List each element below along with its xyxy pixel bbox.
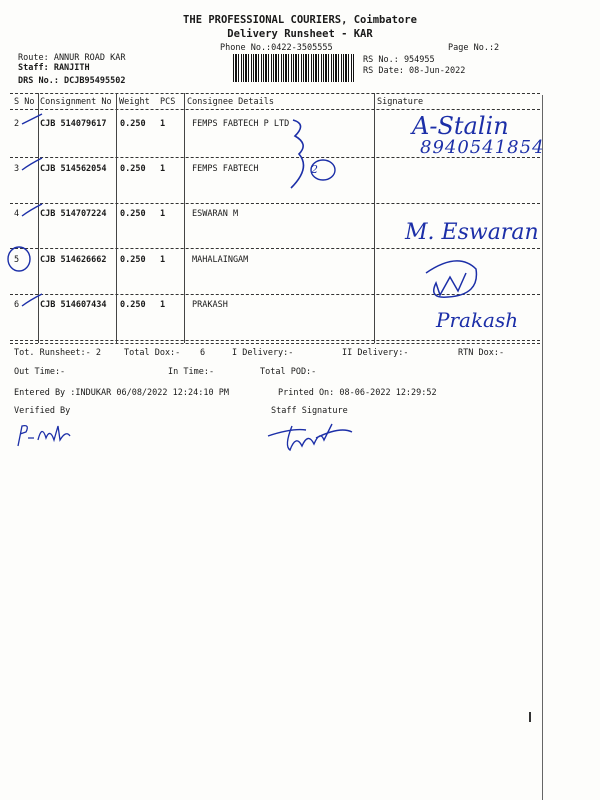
- table-row-pcs: 1: [160, 255, 166, 265]
- table-row-consignment: CJB 514626662: [40, 255, 107, 265]
- printed-on: Printed On: 08-06-2022 12:29:52: [278, 388, 437, 398]
- divider: [10, 93, 540, 94]
- table-row-consignment: CJB 514607434: [40, 300, 107, 310]
- divider: [10, 203, 540, 204]
- divider: [10, 248, 540, 249]
- table-row-sno: 6: [14, 300, 20, 310]
- table-row-pcs: 1: [160, 119, 166, 129]
- verified-by-label: Verified By: [14, 406, 71, 416]
- handwritten-phone: 8940541854: [420, 137, 545, 158]
- rs-date: RS Date: 08-Jun-2022: [363, 66, 466, 76]
- col-header-consignment: Consignment No: [40, 97, 112, 107]
- table-row-pcs: 1: [160, 164, 166, 174]
- table-row-weight: 0.250: [120, 255, 146, 265]
- table-row-sno: 5: [14, 255, 20, 265]
- col-header-pcs: PCS: [160, 97, 176, 107]
- col-header-signature: Signature: [377, 97, 424, 107]
- route: Route: ANNUR ROAD KAR: [18, 53, 126, 63]
- bracket-mark: [285, 118, 345, 193]
- speck: [529, 712, 531, 722]
- staff: Staff: RANJITH: [18, 63, 90, 73]
- ii-delivery: II Delivery:-: [342, 348, 409, 358]
- col-header-weight: Weight: [119, 97, 150, 107]
- table-row-consignee: FEMPS FABTECH P LTD: [192, 119, 290, 129]
- circle-mark: [6, 245, 36, 275]
- column-line: [374, 93, 375, 343]
- table-row-sno: 2: [14, 119, 20, 129]
- rtn-dox: RTN Dox:-: [458, 348, 505, 358]
- table-row-consignment: CJB 514707224: [40, 209, 107, 219]
- divider: [10, 340, 540, 341]
- table-row-consignee: MAHALAINGAM: [192, 255, 249, 265]
- circled-number: 2: [311, 163, 318, 176]
- table-row-consignee: FEMPS FABTECH: [192, 164, 259, 174]
- total-pod: Total POD:-: [260, 367, 317, 377]
- total-dox-value: 6: [200, 348, 206, 358]
- verified-signature: [14, 420, 84, 450]
- table-row-weight: 0.250: [120, 300, 146, 310]
- table-row-weight: 0.250: [120, 119, 146, 129]
- staff-signature: [262, 418, 357, 458]
- page-edge-line: [542, 95, 543, 800]
- table-row-weight: 0.250: [120, 209, 146, 219]
- entered-by: Entered By :INDUKAR 06/08/2022 12:24:10 PM: [14, 388, 229, 398]
- table-row-pcs: 1: [160, 209, 166, 219]
- barcode: [233, 54, 355, 82]
- drs-number: DRS No.: DCJB95495502: [18, 76, 126, 86]
- divider: [10, 109, 540, 110]
- divider: [10, 343, 540, 344]
- table-row-consignee: PRAKASH: [192, 300, 228, 310]
- tot-runsheet: Tot. Runsheet:- 2: [14, 348, 101, 358]
- col-header-consignee: Consignee Details: [187, 97, 274, 107]
- company-title: THE PROFESSIONAL COURIERS, Coimbatore: [183, 14, 417, 26]
- column-line: [116, 93, 117, 343]
- table-row-weight: 0.250: [120, 164, 146, 174]
- in-time: In Time:-: [168, 367, 215, 377]
- signature-eswaran: M. Eswaran: [405, 220, 539, 245]
- table-row-sno: 3: [14, 164, 20, 174]
- table-row-consignment: CJB 514079617: [40, 119, 107, 129]
- total-dox-label: Total Dox:-: [124, 348, 181, 358]
- staff-signature-label: Staff Signature: [271, 406, 348, 416]
- col-header-sno: S No: [14, 97, 35, 107]
- rs-number: RS No.: 954955: [363, 55, 435, 65]
- i-delivery: I Delivery:-: [232, 348, 294, 358]
- phone-number: Phone No.:0422-3505555: [220, 43, 333, 53]
- table-row-pcs: 1: [160, 300, 166, 310]
- table-row-consignee: ESWARAN M: [192, 209, 239, 219]
- signature-stalin: A-Stalin: [412, 112, 509, 140]
- signature-prakash: Prakash: [436, 308, 519, 332]
- tick-marks: [16, 112, 46, 312]
- out-time: Out Time:-: [14, 367, 66, 377]
- signature-scribble: [418, 255, 488, 305]
- column-line: [184, 93, 185, 343]
- table-row-consignment: CJB 514562054: [40, 164, 107, 174]
- table-row-sno: 4: [14, 209, 20, 219]
- page-number: Page No.:2: [448, 43, 500, 53]
- runsheet-subtitle: Delivery Runsheet - KAR: [227, 28, 373, 40]
